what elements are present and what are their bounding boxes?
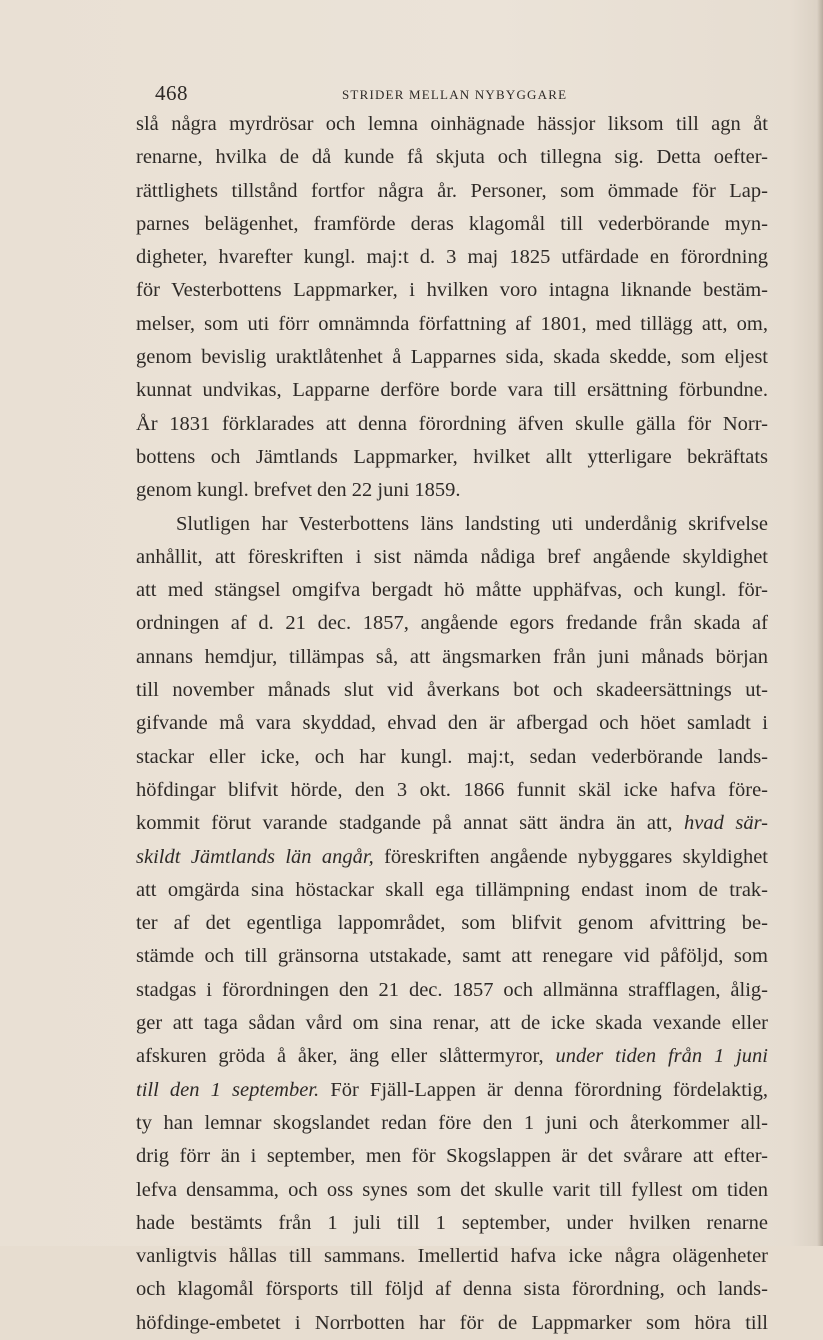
text-line: annans hemdjur, tillämpas så, att ängsmarken från juni månads början	[136, 645, 768, 668]
text-line: renarne, hvilka de då kunde få skjuta och tillegna sig. Detta oefter-	[136, 146, 768, 169]
italic-phrase: hvad sär-	[684, 812, 768, 835]
text-line: kommit förut varande stadgande på annat sätt ändra än att, hvad sär-	[136, 812, 768, 835]
text-line: att med stängsel omgifva bergadt hö måtte upphäfvas, och kungl. för-	[136, 579, 768, 602]
text-line: kunnat undvikas, Lapparne derföre borde vara till ersättning förbundne.	[136, 379, 768, 402]
text-line: parnes belägenhet, framförde deras klagomål till vederbörande myn-	[136, 212, 768, 235]
text-line: vanligtvis hållas till sammans. Imellertid hafva icke några olägenheter	[136, 1245, 768, 1268]
italic-phrase: till den 1 september.	[136, 1078, 320, 1101]
text-line: till den 1 september. För Fjäll-Lappen är denna förordning fördelaktig,	[136, 1078, 768, 1101]
text-line: hade bestämts från 1 juli till 1 september, under hvilken renarne	[136, 1211, 768, 1234]
text-line: gifvande må vara skyddad, ehvad den är afbergad och höet samladt i	[136, 712, 768, 735]
italic-phrase: skildt Jämtlands län angår,	[136, 845, 374, 868]
text-line: ger att taga sådan vård om sina renar, att de icke skada vexande eller	[136, 1012, 768, 1035]
text-line: till november månads slut vid åverkans bot och skadeersättnings ut-	[136, 679, 768, 702]
text-line: lefva densamma, och oss synes som det skulle varit till fyllest om tiden	[136, 1178, 768, 1201]
text-line: genom bevislig uraktlåtenhet å Lapparnes sida, skada skedde, som eljest	[136, 346, 768, 369]
text-line: för Vesterbottens Lappmarker, i hvilken voro intagna liknande bestäm-	[136, 279, 768, 302]
text-line: stackar eller icke, och har kungl. maj:t, sedan vederbörande lands-	[136, 745, 768, 768]
italic-phrase: under tiden från 1 juni	[555, 1045, 768, 1068]
text-line: ordningen af d. 21 dec. 1857, angående egors fredande från skada af	[136, 612, 768, 635]
text-line: Slutligen har Vesterbottens läns landsting uti underdånig skrifvelse	[176, 512, 768, 535]
text-line: rättlighets tillstånd fortfor några år. Personer, som ömmade för Lap-	[136, 179, 768, 202]
text-line: bottens och Jämtlands Lappmarker, hvilket allt ytterligare bekräftats	[136, 445, 768, 468]
text-line: genom kungl. brefvet den 22 juni 1859.	[136, 479, 461, 502]
page-number: 468	[155, 81, 188, 105]
text-line: slå några myrdrösar och lemna oinhägnade hässjor liksom till agn åt	[136, 113, 768, 135]
page-edge-shadow	[817, 0, 823, 1246]
text-line: skildt Jämtlands län angår, föreskriften angående nybyggares skyldighet	[136, 845, 769, 868]
text-line: År 1831 förklarades att denna förordning äfven skulle gälla för Norr-	[136, 412, 768, 435]
text-line: höfdinge-embetet i Norrbotten har för de Lappmarker som höra till	[136, 1311, 768, 1334]
body-text	[136, 108, 768, 1340]
text-line: höfdingar blifvit hörde, den 3 okt. 1866 funnit skäl icke hafva före-	[136, 778, 768, 801]
text-line: afskuren gröda å åker, äng eller slåttermyror, under tiden från 1 juni	[136, 1045, 768, 1068]
text-line: stämde och till gränsorna utstakade, samt att renegare vid påföljd, som	[136, 945, 768, 968]
running-title: STRIDER MELLAN NYBYGGARE	[342, 87, 568, 102]
text-line: ter af det egentliga lappområdet, som blifvit genom afvittring be-	[136, 912, 768, 935]
text-line: anhållit, att föreskriften i sist nämda nådiga bref angående skyldighet	[136, 545, 768, 568]
text-line: ty han lemnar skogslandet redan före den 1 juni och återkommer all-	[136, 1111, 768, 1134]
text-line: digheter, hvarefter kungl. maj:t d. 3 maj 1825 utfärdade en förordning	[136, 246, 768, 269]
text-line: drig förr än i september, men för Skogslappen är det svårare att efter-	[136, 1145, 768, 1168]
text-line: stadgas i förordningen den 21 dec. 1857 och allmänna strafflagen, ålig-	[136, 978, 768, 1001]
text-line: att omgärda sina höstackar skall ega tillämpning endast inom de trak-	[136, 878, 768, 901]
text-line: och klagomål försports till följd af denna sista förordning, och lands-	[136, 1278, 768, 1301]
page-header	[155, 81, 765, 109]
text-line: melser, som uti förr omnämnda författning af 1801, med tillägg att, om,	[136, 312, 768, 335]
